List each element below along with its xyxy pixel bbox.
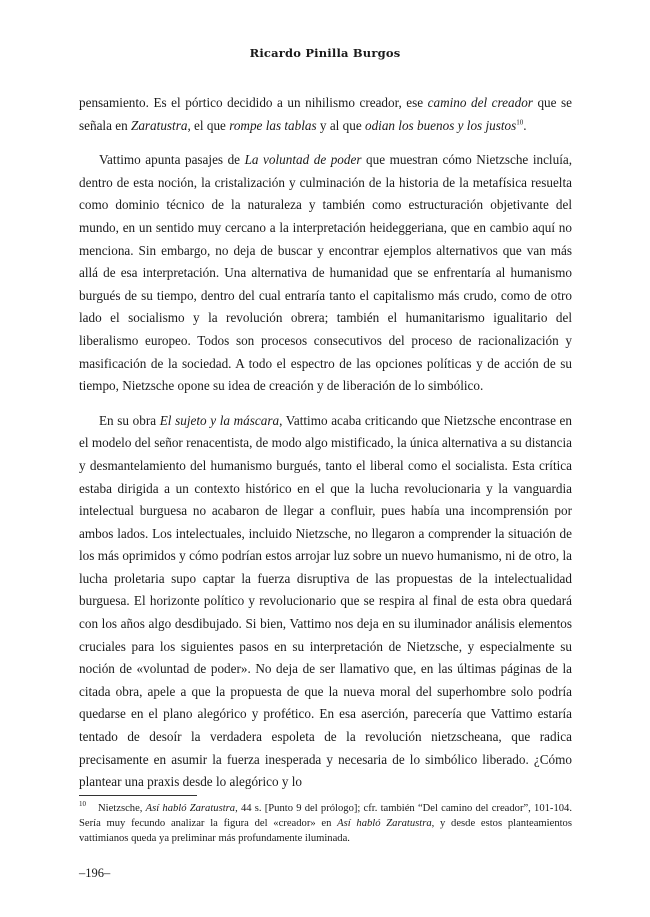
paragraph-1 — [79, 92, 572, 137]
text-run: , 44 s. [Punto 9 del prólogo]; cfr. también “Del camino del creador”, 101-104. Sería muy fecundo analizar la figura del «creador» en — [79, 803, 572, 830]
footnote-number: 10 — [79, 800, 86, 809]
text-run: y al que — [316, 117, 365, 133]
italic-run: El sujeto y la máscara — [159, 412, 280, 428]
footnote-reference[interactable]: 10 — [516, 118, 524, 127]
italic-run: Zaratustra — [131, 117, 188, 133]
text-run: , Vattimo acaba criticando que Nietzsche encontrase en el modelo del señor renacentista, de modo algo mistificado, la única alternativa a su distancia y desmantelamiento del humanismo burgués, tanto el liberal como el socialista. Esta crítica estaba dirigida a un contexto histórico en el que la lucha revolucionaria y la vanguardia intelectual burguesa no acabaron de llegar a confluir, pues había una incomprensión por ambos lados. Los intelectuales, incluido Nietzsche, no llegaron a comprender la situación de los más oprimidos y cómo podrían estos arrojar luz sobre un nuevo humanismo, ni de otro, la lucha proletaria supo captar la fuerza disruptiva de las propuestas de la intelectualidad burguesa. El horizonte político y revolucionario que se respira al final de esta obra quedará con los años algo desdibujado. Si bien, Vattimo nos deja en su iluminador análisis elementos cruciales para los siguientes pasos en su interpretación de Nietzsche, y especialmente su noción de «voluntad de poder». No deja de ser llamativo que, en las últimas páginas de la citada obra, apele a que la propuesta de que la nueva moral del superhombre solo podría quedarse en el plano alegórico y profético. En esa aserción, parecería que Vattimo estaría tentado de desoír la verdadera espoleta de la revolución nietzscheana, que radica precisamente en asumir la fuerza inesperada y necesaria de lo simbólico liberado. ¿Cómo plantear una praxis desde lo alegórico y lo — [79, 412, 573, 790]
italic-run: camino del creador — [427, 95, 533, 110]
italic-run: Así habló Zaratustra — [337, 818, 432, 830]
text-run: . — [523, 117, 527, 133]
italic-run: La voluntad de poder — [244, 152, 362, 168]
text-run: que se señala en — [79, 95, 572, 133]
running-head-author: Ricardo Pinilla Burgos — [249, 46, 401, 60]
text-run: Vattimo apunta pasajes de — [99, 152, 245, 168]
text-run: Nietzsche, — [98, 803, 146, 814]
page-number: –196– — [79, 866, 111, 880]
paragraph-3 — [79, 410, 572, 794]
paragraph-2 — [79, 149, 572, 398]
text-run: , y desde estos planteamientos vattimianos queda ya preliminar más profundamente iluminada. — [79, 818, 572, 845]
italic-run: rompe las tablas — [229, 117, 317, 133]
text-run: que muestran cómo Nietzsche incluía, dentro de esta noción, la cristalización y culminación de la historia de la metafísica resuelta como dominio técnico de la naturaleza y también como estructuración objetivante del mundo, en un sentido muy cercano a la interpretación heideggeriana, que en cambio aquí no menciona. Sin embargo, no deja de buscar y encontrar ejemplos alternativos que van más allá de esa interpretación. Una alternativa de humanidad que se enfrentaría al humanismo burgués de su tiempo, dentro del cual entraría tanto el capitalismo más crudo, como de otro lado el socialismo y la revolución obrera; también el humanitarismo igualitario del liberalismo europeo. Todos son procesos consecutivos del proceso de racionalización y masificación de la sociedad. A todo el espectro de las opciones políticas y de acción de su tiempo, Nietzsche opone su idea de creación y de liberación de lo simbólico. — [79, 152, 573, 394]
text-run: pensamiento. Es el pórtico decidido a un nihilismo creador, ese — [79, 95, 428, 110]
footnote — [79, 801, 572, 847]
text-run: En su obra — [99, 412, 160, 428]
italic-run: Así habló Zaratustra — [145, 803, 236, 814]
text-run: , el que — [187, 117, 230, 133]
italic-run: odian los buenos y los justos — [364, 117, 517, 133]
footnote-divider — [79, 795, 197, 796]
